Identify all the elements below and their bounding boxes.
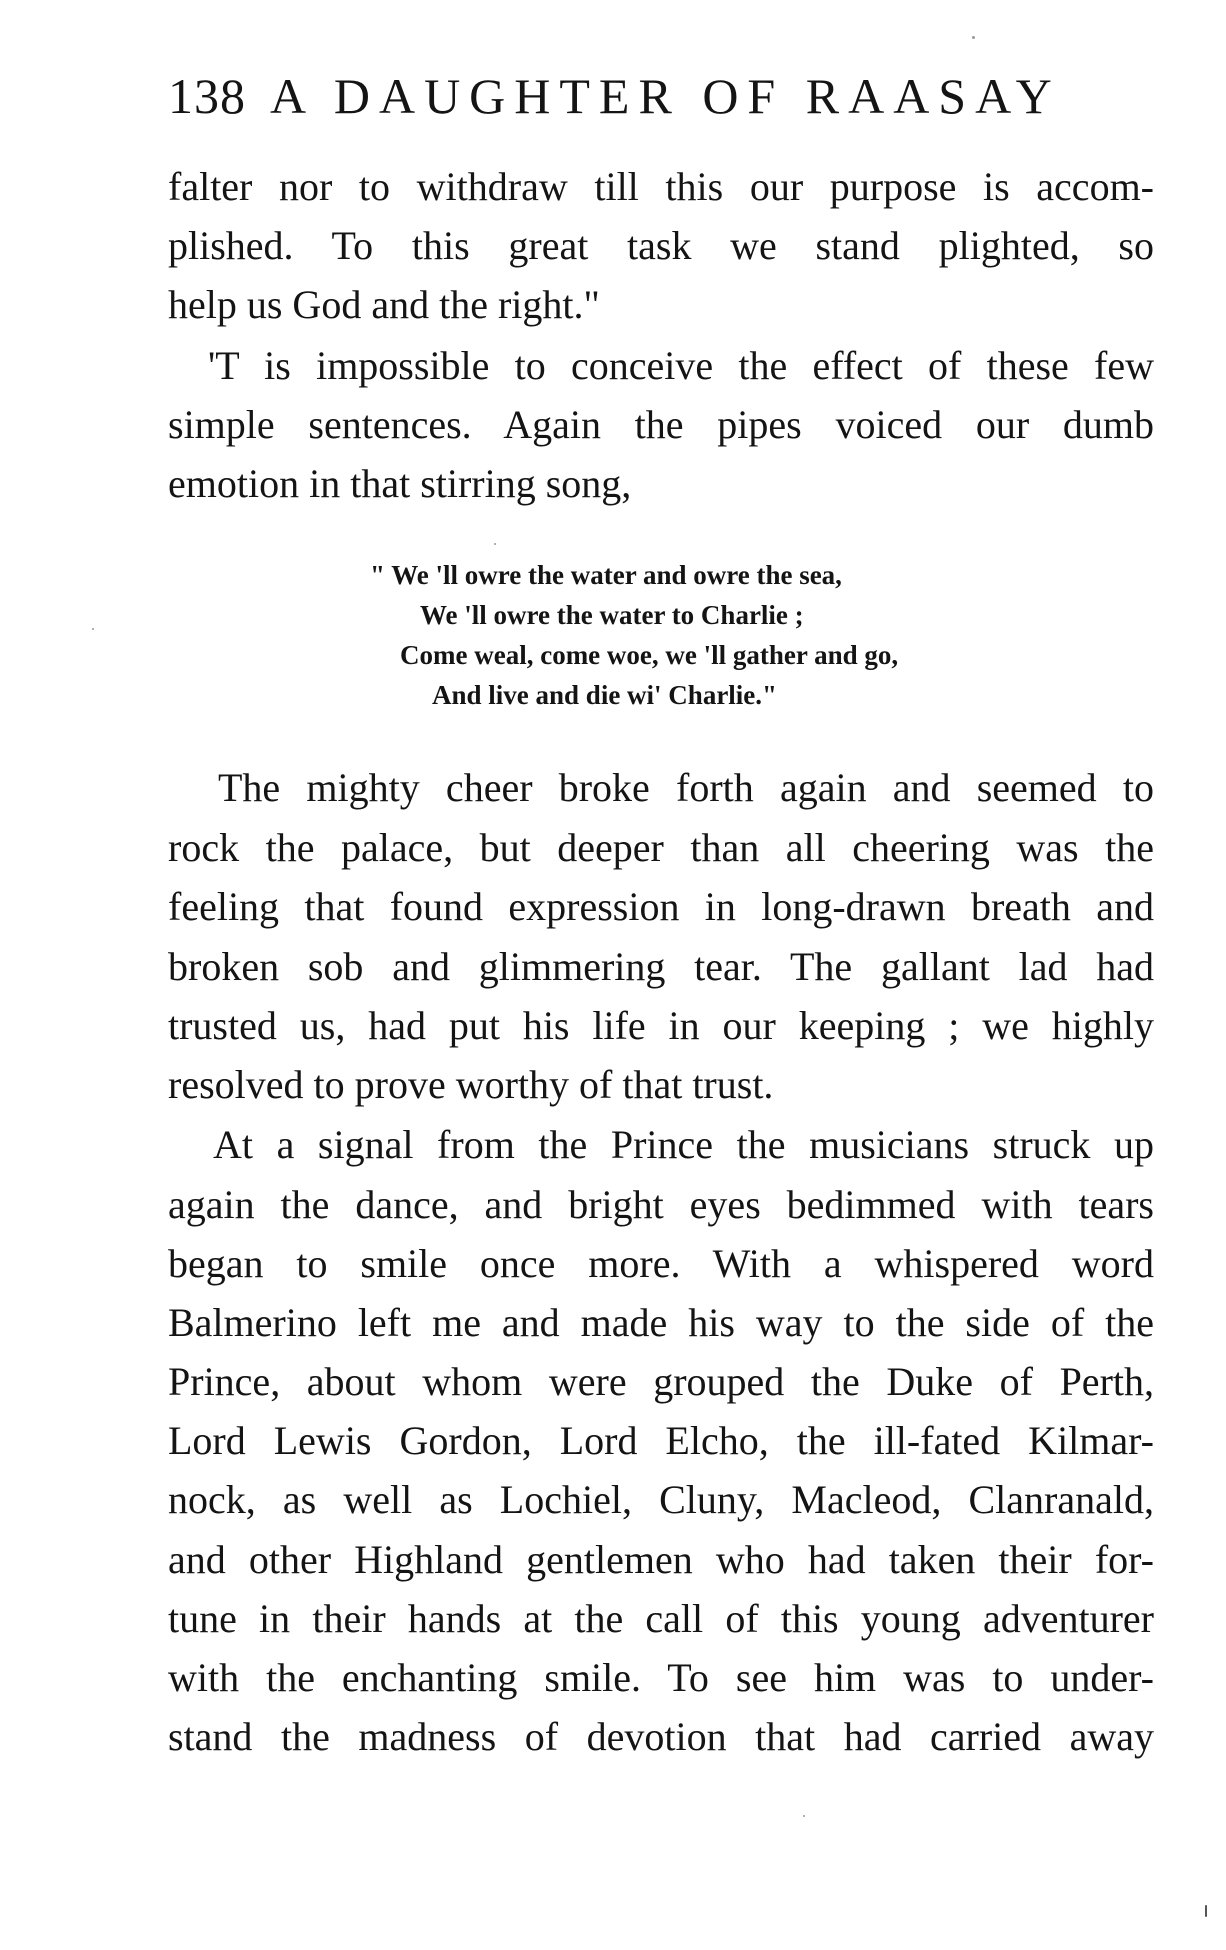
text-line: rock the palace, but deeper than all cheering was the [168, 825, 1154, 870]
text-line: Prince, about whom were grouped the Duke of Perth, [168, 1359, 1154, 1404]
verse-line: And live and die wi' Charlie." [432, 680, 778, 710]
text-line: falter nor to withdraw till this our purpose is accom- [168, 164, 1154, 209]
verse-line: We 'll owre the water to Charlie ; [420, 600, 804, 630]
text-line: Lord Lewis Gordon, Lord Elcho, the ill-fated Kilmar- [168, 1418, 1154, 1463]
verse-line: " We 'll owre the water and owre the sea, [370, 560, 842, 590]
text-line: and other Highland gentlemen who had taken their for- [168, 1537, 1154, 1582]
speck [972, 36, 975, 39]
speck [92, 628, 94, 630]
text-line: with the enchanting smile. To see him was to under- [168, 1655, 1154, 1700]
text-line: resolved to prove worthy of that trust. [168, 1062, 774, 1107]
speck [1205, 1905, 1207, 1917]
page-number: 138 [168, 68, 246, 124]
text-line: trusted us, had put his life in our keeping ; we highly [168, 1003, 1154, 1048]
running-head [168, 66, 1158, 126]
book-title: A DAUGHTER OF RAASAY [270, 68, 1061, 124]
text-line: broken sob and glimmering tear. The gallant lad had [168, 944, 1154, 989]
text-line: feeling that found expression in long-drawn breath and [168, 884, 1154, 929]
text-line: stand the madness of devotion that had carried away [168, 1714, 1154, 1759]
text-line: 'T is impossible to conceive the effect of these few [208, 343, 1154, 388]
text-line: plished. To this great task we stand plighted, so [168, 223, 1154, 268]
text-line: The mighty cheer broke forth again and seemed to [218, 765, 1154, 810]
speck [803, 1815, 805, 1817]
text-line: help us God and the right." [168, 282, 600, 327]
text-line: tune in their hands at the call of this young adventurer [168, 1596, 1154, 1641]
text-line: Balmerino left me and made his way to the side of the [168, 1300, 1154, 1345]
text-line: began to smile once more. With a whispered word [168, 1241, 1154, 1286]
text-line: At a signal from the Prince the musicians struck up [213, 1122, 1154, 1167]
verse-line: Come weal, come woe, we 'll gather and go, [400, 640, 899, 670]
text-line: again the dance, and bright eyes bedimmed with tears [168, 1182, 1154, 1227]
text-line: nock, as well as Lochiel, Cluny, Macleod, Clanranald, [168, 1477, 1154, 1522]
text-line: simple sentences. Again the pipes voiced our dumb [168, 402, 1154, 447]
speck [494, 543, 496, 545]
text-line: emotion in that stirring song, [168, 461, 632, 506]
